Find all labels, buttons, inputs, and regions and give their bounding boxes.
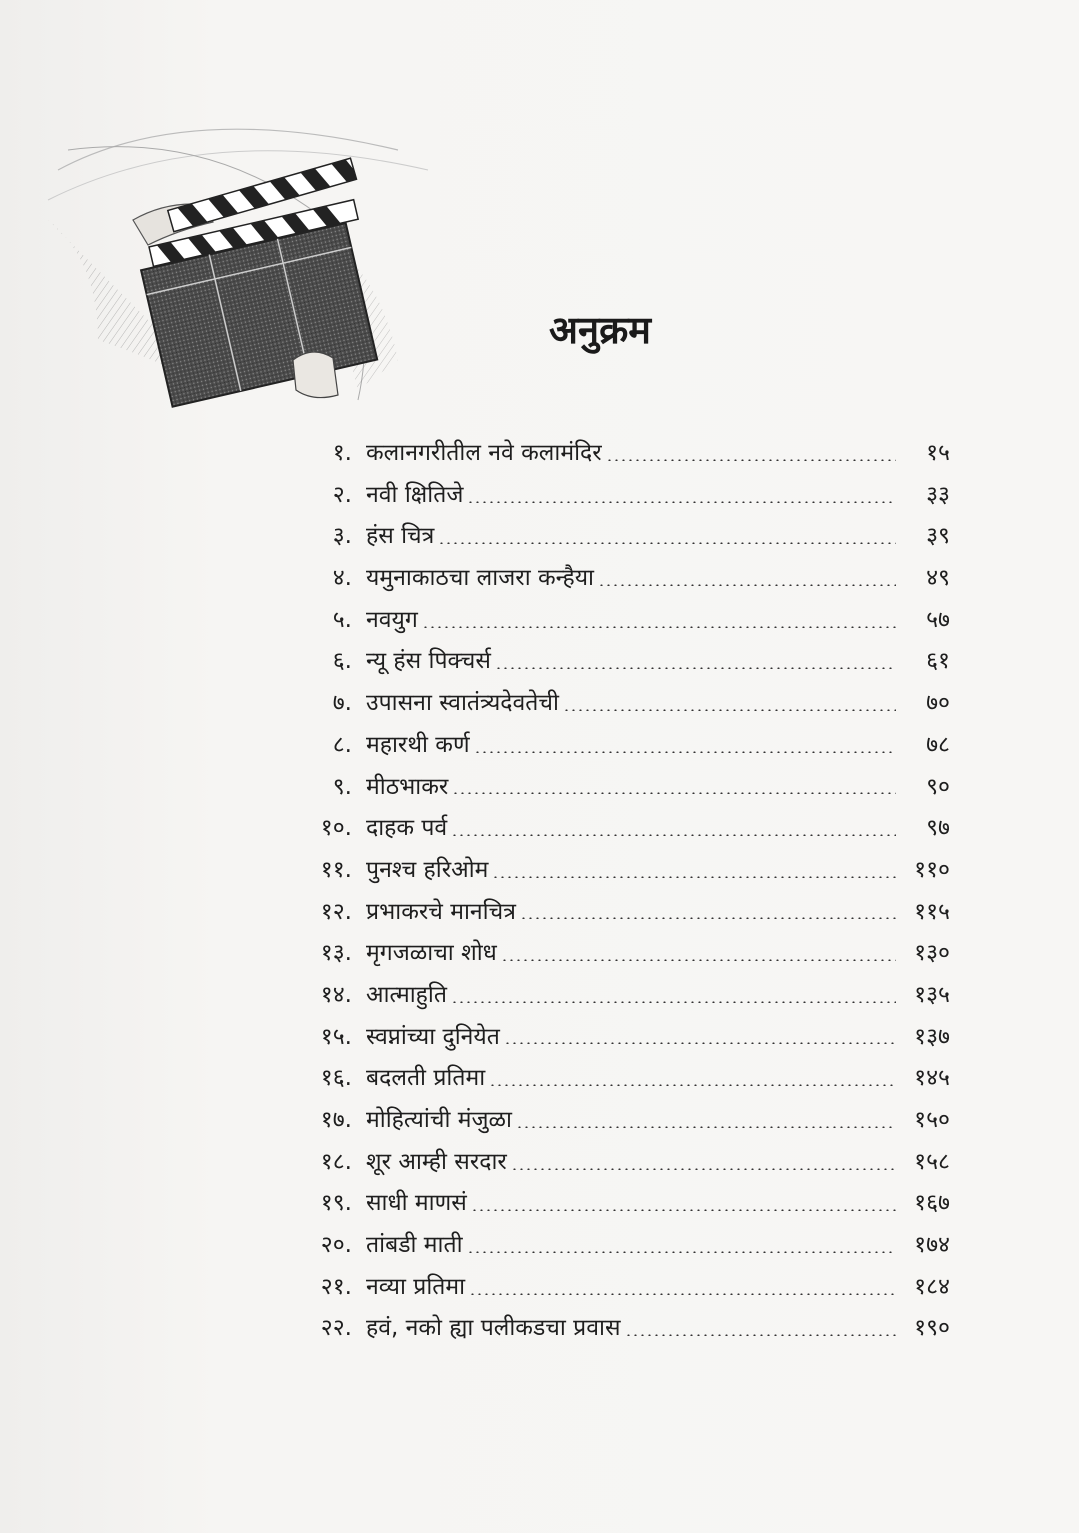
- dot-leader: [422, 626, 896, 628]
- chapter-title: हवं, नको ह्या पलीकडचा प्रवास: [366, 1315, 621, 1342]
- toc-entry: [290, 808, 950, 850]
- toc-entry: [290, 725, 950, 767]
- toc-entry: [290, 850, 950, 892]
- page-number: १५: [926, 440, 950, 466]
- chapter-title: महारथी कर्ण: [366, 731, 470, 758]
- dot-leader: [451, 1001, 896, 1003]
- page-number: ७८: [926, 731, 950, 758]
- dot-leader: [495, 667, 896, 669]
- dot-leader: [598, 584, 896, 586]
- page-number: १८४: [914, 1273, 950, 1300]
- chapter-number: ७.: [332, 690, 352, 717]
- chapter-number: १.: [332, 440, 352, 466]
- page-number: ९७: [926, 815, 950, 842]
- chapter-title: पुनश्च हरिओम: [366, 856, 489, 883]
- chapter-title: मोहित्यांची मंजुळा: [366, 1107, 512, 1133]
- page-number: ३३: [926, 481, 950, 508]
- toc-entry: [290, 933, 950, 975]
- page-number: १३०: [914, 940, 950, 967]
- chapter-title: कलानगरीतील नवे कलामंदिर: [366, 440, 602, 466]
- chapter-number: १९.: [320, 1190, 352, 1217]
- toc-entry: [290, 641, 950, 683]
- dot-leader: [474, 751, 896, 753]
- dot-leader: [501, 959, 896, 961]
- page-number: १३५: [914, 981, 950, 1008]
- chapter-title: नवी क्षितिजे: [366, 481, 464, 508]
- page-number: ७०: [926, 690, 950, 717]
- dot-leader: [625, 1334, 896, 1336]
- film-clapperboard-illustration: [38, 110, 438, 410]
- toc-entry: [290, 1142, 950, 1184]
- chapter-title: आत्माहुति: [366, 981, 447, 1008]
- page-number: १५०: [914, 1107, 950, 1133]
- chapter-number: १२.: [320, 898, 352, 925]
- toc-entry: [290, 1100, 950, 1142]
- table-of-contents: [290, 433, 950, 1350]
- toc-entry: [290, 558, 950, 600]
- dot-leader: [489, 1084, 896, 1086]
- chapter-title: मृगजळाचा शोध: [366, 940, 497, 967]
- toc-entry: [290, 516, 950, 558]
- chapter-number: १०.: [320, 815, 352, 842]
- toc-entry: [290, 1225, 950, 1267]
- chapter-title: नवयुग: [366, 606, 418, 633]
- toc-entry: [290, 1308, 950, 1350]
- toc-entry: [290, 767, 950, 809]
- page-number: १३७: [914, 1023, 950, 1050]
- toc-entry: [290, 433, 950, 475]
- chapter-title: तांबडी माती: [366, 1232, 463, 1259]
- dot-leader: [467, 1251, 896, 1253]
- toc-entry: [290, 1267, 950, 1309]
- page-number: १९०: [914, 1315, 950, 1342]
- dot-leader: [520, 917, 896, 919]
- page-number: १४५: [914, 1065, 950, 1092]
- chapter-number: ९.: [332, 773, 352, 800]
- page-number: १७४: [914, 1232, 950, 1259]
- dot-leader: [471, 1209, 896, 1211]
- page-number: १५८: [914, 1148, 950, 1175]
- chapter-title: मीठभाकर: [366, 773, 449, 800]
- toc-entry: [290, 975, 950, 1017]
- page-number: ११५: [914, 898, 950, 925]
- chapter-number: ३.: [332, 523, 352, 550]
- chapter-number: ८.: [332, 731, 352, 758]
- dot-leader: [492, 876, 896, 878]
- page-title: अनुक्रम: [548, 308, 652, 352]
- toc-entry: [290, 1058, 950, 1100]
- page-number: ९०: [926, 773, 950, 800]
- dot-leader: [511, 1168, 896, 1170]
- chapter-number: १५.: [320, 1023, 352, 1050]
- chapter-title: उपासना स्वातंत्र्यदेवतेची: [366, 690, 559, 717]
- chapter-number: २०.: [320, 1232, 352, 1259]
- dot-leader: [452, 792, 896, 794]
- chapter-number: २२.: [320, 1315, 352, 1342]
- chapter-title: यमुनाकाठचा लाजरा कन्हैया: [366, 565, 595, 592]
- page-number: ६१: [926, 648, 950, 675]
- chapter-number: १७.: [320, 1107, 352, 1133]
- page-number: ११०: [914, 856, 950, 883]
- chapter-number: १३.: [320, 940, 352, 967]
- chapter-title: न्यू हंस पिक्चर्स: [366, 648, 491, 675]
- chapter-number: ४.: [332, 565, 352, 592]
- chapter-number: १८.: [320, 1148, 352, 1175]
- chapter-title: दाहक पर्व: [366, 815, 448, 842]
- dot-leader: [467, 501, 896, 503]
- toc-entry: [290, 1017, 950, 1059]
- chapter-number: ११.: [320, 856, 352, 883]
- chapter-number: १६.: [320, 1065, 352, 1092]
- page-number: ४९: [926, 565, 950, 592]
- dot-leader: [563, 709, 896, 711]
- chapter-title: नव्या प्रतिमा: [366, 1273, 466, 1300]
- chapter-number: २१.: [320, 1273, 352, 1300]
- page-number: ५७: [926, 606, 950, 633]
- chapter-number: ६.: [332, 648, 352, 675]
- toc-entry: [290, 475, 950, 517]
- chapter-number: २.: [332, 481, 352, 508]
- chapter-title: हंस चित्र: [366, 523, 435, 550]
- chapter-title: साधी माणसं: [366, 1190, 467, 1217]
- chapter-title: शूर आम्ही सरदार: [366, 1148, 507, 1175]
- dot-leader: [606, 459, 896, 461]
- chapter-title: स्वप्नांच्या दुनियेत: [366, 1023, 500, 1050]
- chapter-number: १४.: [320, 981, 352, 1008]
- chapter-title: प्रभाकरचे मानचित्र: [366, 898, 516, 925]
- page-number: १६७: [914, 1190, 950, 1217]
- toc-entry: [290, 1183, 950, 1225]
- toc-entry: [290, 600, 950, 642]
- toc-entry: [290, 683, 950, 725]
- dot-leader: [451, 834, 896, 836]
- dot-leader: [516, 1126, 896, 1128]
- dot-leader: [504, 1042, 896, 1044]
- dot-leader: [469, 1293, 896, 1295]
- chapter-title: बदलती प्रतिमा: [366, 1065, 486, 1092]
- toc-entry: [290, 892, 950, 934]
- dot-leader: [438, 542, 896, 544]
- page-number: ३९: [926, 523, 950, 550]
- chapter-number: ५.: [332, 606, 352, 633]
